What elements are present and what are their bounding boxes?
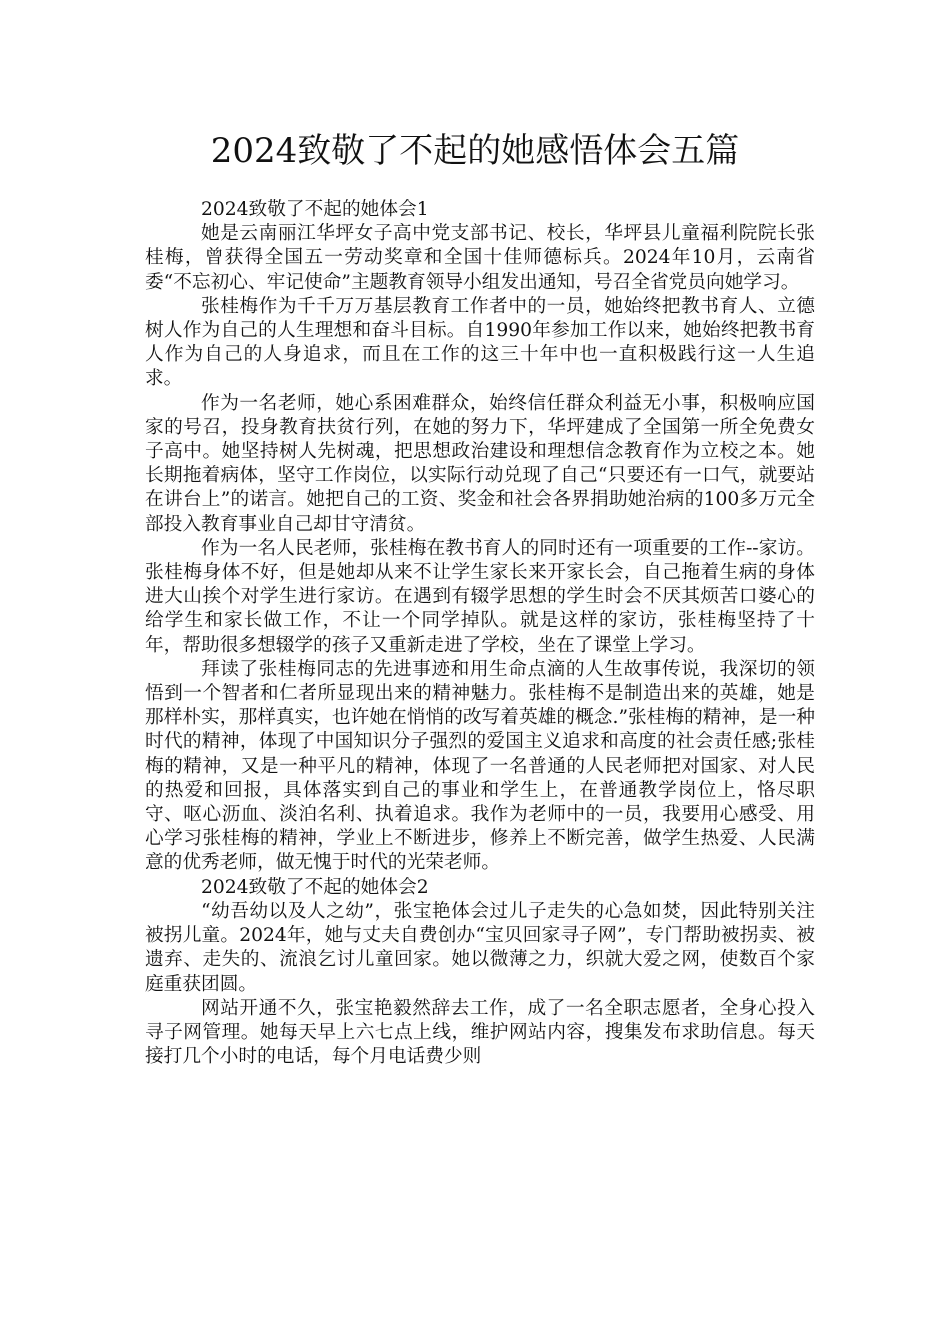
paragraph: 网站开通不久，张宝艳毅然辞去工作，成了一名全职志愿者，全身心投入寻子网管理。她每天早上六七点上线，维护网站内容，搜集发布求助信息。每天接打几个小时的电话，每个月电话费少则 bbox=[145, 997, 815, 1068]
paragraph: 作为一名人民老师，张桂梅在教书育人的同时还有一项重要的工作--家访。张桂梅身体不好，但是她却从来不让学生家长来开家长会，自己拖着生病的身体进大山挨个对学生进行家访。在遇到有辍学思想的学生时会不厌其烦苦口婆心的给学生和家长做工作，不让一个同学掉队。就是这样的家访，张桂梅坚持了十年，帮助很多想辍学的孩子又重新走进了学校，坐在了课堂上学习。 bbox=[145, 537, 815, 656]
section-heading: 2024致敬了不起的她体会1 bbox=[201, 199, 429, 220]
paragraph: 拜读了张桂梅同志的先进事迹和用生命点滴的人生故事传说，我深切的领悟到一个智者和仁者所显现出来的精神魅力。张桂梅不是制造出来的英雄，她是那样朴实，那样真实，也许她在悄悄的改写着英雄的概念.”张桂梅的精神，是一种时代的精神，体现了中国知识分子强烈的爱国主义追求和高度的社会责任感;张桂梅的精神，又是一种平凡的精神，体现了一名普通的人民老师把对国家、对人民的热爱和回报，具体落实到自己的事业和学生上，在普通教学岗位上，恪尽职守、呕心沥血、淡泊名利、执着追求。我作为老师中的一员，我要用心感受、用心学习张桂梅的精神，学业上不断进步，修养上不断完善，做学生热爱、人民满意的优秀老师，做无愧于时代的光荣老师。 bbox=[145, 658, 815, 874]
document-title: 2024致敬了不起的她感悟体会五篇 bbox=[210, 131, 740, 171]
paragraph: “幼吾幼以及人之幼”，张宝艳体会过儿子走失的心急如焚，因此特别关注被拐儿童。2024年，她与丈夫自费创办“宝贝回家寻子网”，专门帮助被拐卖、被遗弃、走失的、流浪乞讨儿童回家。她以微薄之力，织就大爱之网，使数百个家庭重获团圆。 bbox=[145, 900, 815, 995]
section-heading: 2024致敬了不起的她体会2 bbox=[201, 876, 429, 898]
paragraph: 张桂梅作为千千万万基层教育工作者中的一员，她始终把教书育人、立德树人作为自己的人生理想和奋斗目标。自1990年参加工作以来，她始终把教书育人作为自己的人身追求，而且在工作的这三十年中也一直积极践行这一人生追求。 bbox=[145, 295, 815, 390]
paragraph: 作为一名老师，她心系困难群众，始终信任群众利益无小事，积极响应国家的号召，投身教育扶贫行列，在她的努力下，华坪建成了全国第一所全免费女子高中。她坚持树人先树魂，把思想政治建设和理想信念教育作为立校之本。她长期拖着病体，坚守工作岗位，以实际行动兑现了自己“只要还有一口气，就要站在讲台上”的诺言。她把自己的工资、奖金和社会各界捐助她治病的100多万元全部投入教育事业自己却甘守清贫。 bbox=[145, 392, 815, 535]
paragraph: 她是云南丽江华坪女子高中党支部书记、校长，华坪县儿童福利院院长张桂梅，曾获得全国五一劳动奖章和全国十佳师德标兵。2024年10月，云南省委“不忘初心、牢记使命”主题教育领导小组发出通知，号召全省党员向她学习。 bbox=[145, 223, 815, 293]
document-body bbox=[145, 198, 815, 1069]
